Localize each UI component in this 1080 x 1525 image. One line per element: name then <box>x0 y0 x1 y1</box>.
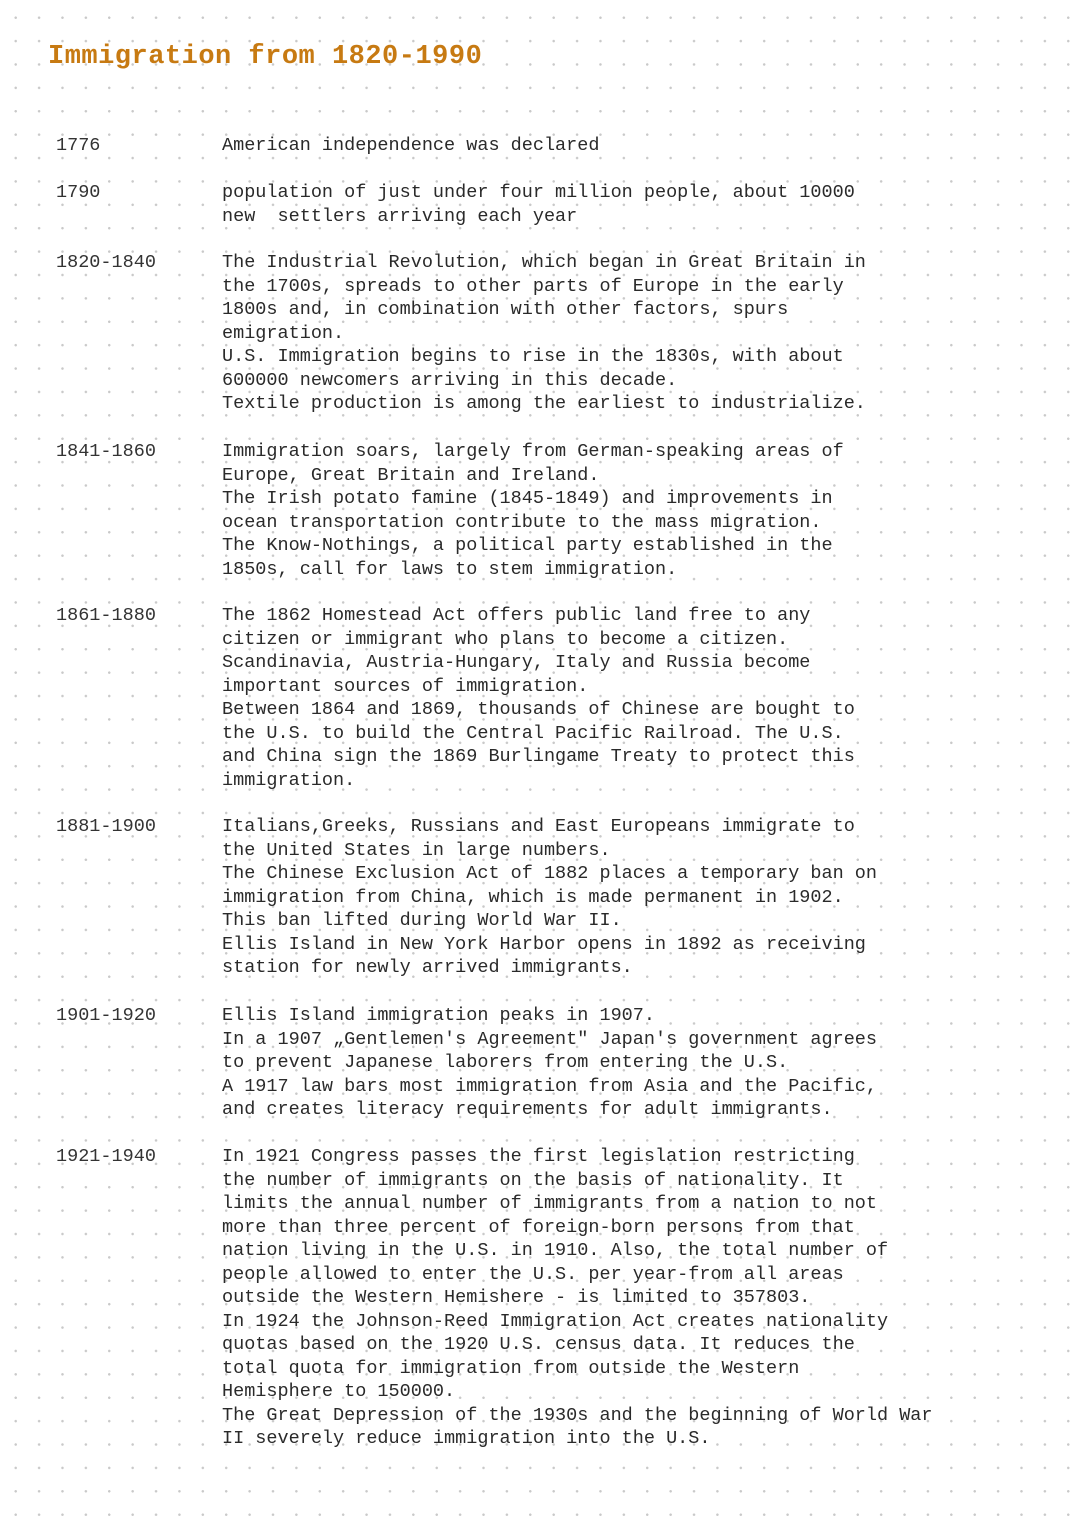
entry-line: population of just under four million people, about 10000 <box>222 182 855 203</box>
entry-text <box>222 134 1042 158</box>
entry-line: Italians,Greeks, Russians and East Europeans immigrate to <box>222 816 855 837</box>
entry-year: 1776 <box>56 135 101 156</box>
entry-year: 1790 <box>56 182 101 203</box>
entry-line: station for newly arrived immigrants. <box>222 957 633 978</box>
entry-line: ocean transportation contribute to the mass migration. <box>222 511 822 533</box>
entry-line: Ellis Island in New York Harbor opens in 1892 as receiving <box>222 933 866 955</box>
entry-line: The Industrial Revolution, which began in Great Britain in <box>222 252 866 273</box>
entry-year: 1861-1880 <box>56 605 156 626</box>
entry-line: 1850s, call for laws to stem immigration. <box>222 558 678 580</box>
entry-line: II severely reduce immigration into the U.S. <box>222 1428 711 1449</box>
entry-line: important sources of immigration. <box>222 675 589 697</box>
entry-line: limits the annual number of immigrants from a nation to not <box>222 1193 878 1214</box>
entry-line: The Know-Nothings, a political party established in the <box>222 535 833 556</box>
entry-line: The Irish potato famine (1845-1849) and improvements in <box>222 488 833 509</box>
entry-line: nation living in the U.S. in 1910. Also, the total number of <box>222 1240 889 1261</box>
entry-line: the number of immigrants on the basis of nationality. It <box>222 1169 844 1191</box>
entry-line: American independence was declared <box>222 135 600 156</box>
entry-line: emigration. <box>222 322 345 344</box>
entry-year: 1921-1940 <box>56 1146 156 1167</box>
entry-line: and China sign the 1869 Burlingame Treaty to protect this <box>222 746 855 767</box>
entry-line: The Great Depression of the 1930s and the beginning of World War <box>222 1404 933 1426</box>
entry-year: 1881-1900 <box>56 816 156 837</box>
entry-line: outside the Western Hemishere - is limited to 357803. <box>222 1287 811 1308</box>
entry-line: Europe, Great Britain and Ireland. <box>222 464 600 486</box>
entry-line: In 1924 the Johnson-Reed Immigration Act creates nationality <box>222 1310 889 1332</box>
entry-line: new settlers arriving each year <box>222 205 578 227</box>
entry-line: and creates literacy requirements for adult immigrants. <box>222 1099 833 1120</box>
entry-line: In 1921 Congress passes the first legislation restricting <box>222 1146 855 1167</box>
entry-line: to prevent Japanese laborers from entering the U.S. <box>222 1052 789 1073</box>
entry-line: This ban lifted during World War II. <box>222 910 622 931</box>
entry-line: the 1700s, spreads to other parts of Europe in the early <box>222 275 844 297</box>
entry-text <box>222 815 1042 980</box>
entry-text <box>222 604 1042 792</box>
entry-line: Ellis Island immigration peaks in 1907. <box>222 1005 655 1026</box>
entry-line: Hemisphere to 150000. <box>222 1381 456 1402</box>
entry-line: Scandinavia, Austria-Hungary, Italy and Russia become <box>222 652 811 673</box>
entry-text <box>222 440 1042 581</box>
entry-line: The 1862 Homestead Act offers public land free to any <box>222 605 811 626</box>
entry-line: more than three percent of foreign-born persons from that <box>222 1216 855 1238</box>
entry-line: In a 1907 „Gentlemen's Agreement" Japan's government agrees <box>222 1028 878 1050</box>
entry-text <box>222 181 1042 228</box>
entry-line: 600000 newcomers arriving in this decade. <box>222 369 678 391</box>
entry-line: Immigration soars, largely from German-speaking areas of <box>222 441 844 462</box>
page-title: Immigration from 1820-1990 <box>48 42 483 72</box>
entry-text <box>222 1004 1042 1122</box>
entry-line: Textile production is among the earliest to industrialize. <box>222 393 866 414</box>
entry-line: A 1917 law bars most immigration from Asia and the Pacific, <box>222 1075 878 1097</box>
entry-line: people allowed to enter the U.S. per year-from all areas <box>222 1263 844 1285</box>
entry-line: immigration from China, which is made permanent in 1902. <box>222 886 844 908</box>
entry-year: 1841-1860 <box>56 441 156 462</box>
entry-line: the United States in large numbers. <box>222 839 611 861</box>
entry-year: 1901-1920 <box>56 1005 156 1026</box>
entry-line: The Chinese Exclusion Act of 1882 places a temporary ban on <box>222 863 878 884</box>
entry-line: U.S. Immigration begins to rise in the 1830s, with about <box>222 346 844 367</box>
entry-line: Between 1864 and 1869, thousands of Chinese are bought to <box>222 699 855 720</box>
entry-text <box>222 1145 1042 1451</box>
entry-line: citizen or immigrant who plans to become a citizen. <box>222 628 789 650</box>
entry-text <box>222 251 1042 416</box>
entry-line: 1800s and, in combination with other factors, spurs <box>222 299 789 320</box>
entry-line: total quota for immigration from outside the Western <box>222 1357 800 1379</box>
entry-line: the U.S. to build the Central Pacific Railroad. The U.S. <box>222 722 844 744</box>
entry-line: quotas based on the 1920 U.S. census data. It reduces the <box>222 1334 855 1355</box>
entry-year: 1820-1840 <box>56 252 156 273</box>
entry-line: immigration. <box>222 769 356 791</box>
